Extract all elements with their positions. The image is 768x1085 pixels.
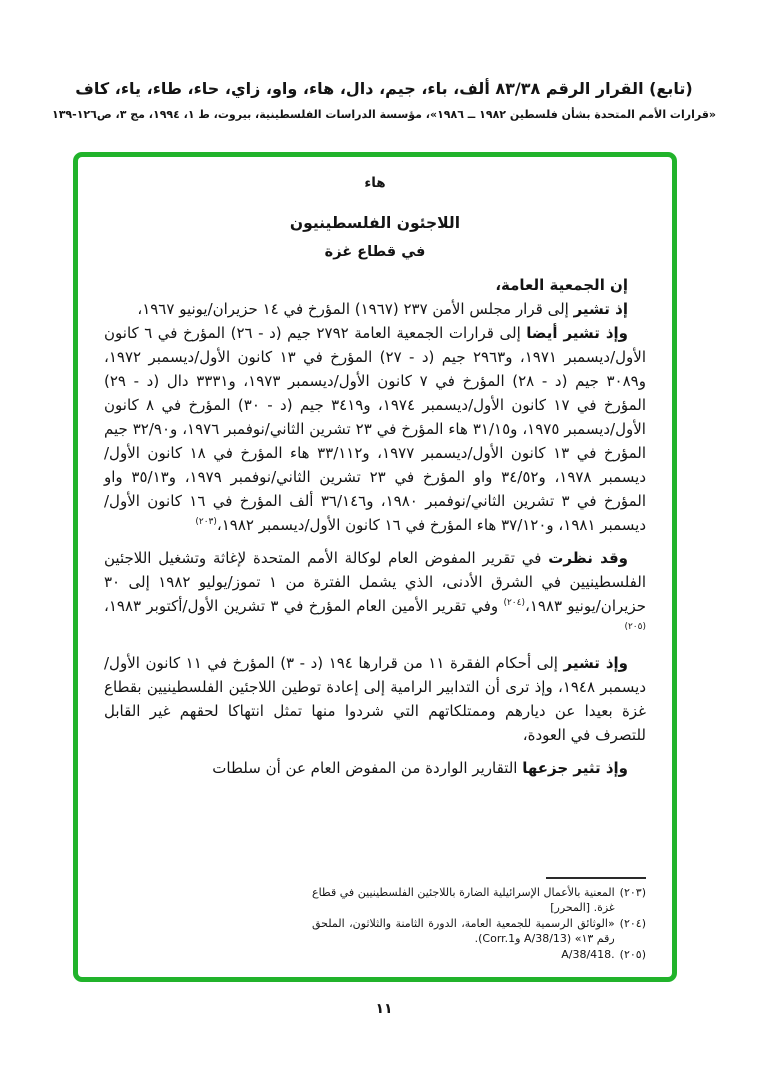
paragraph-text: التقارير الواردة من المفوض العام عن أن سلطات xyxy=(212,759,523,777)
footnote-label: (٢٠٤) xyxy=(619,917,646,930)
resolution-subtitle: في قطاع غزة xyxy=(324,244,426,260)
paragraph-text: إلى قرار مجلس الأمن ٢٣٧ (١٩٦٧) المؤرخ في ١٤ حزيران/يونيو ١٩٦٧، xyxy=(137,300,574,318)
resolution-text xyxy=(78,157,672,977)
footnote-label: (٢٠٥) xyxy=(619,948,646,961)
paragraph-text: إلى أحكام الفقرة ١١ من قرارها ١٩٤ (د - ٣) المؤرخ في ١١ كانون الأول/ديسمبر ١٩٤٨، وإذ ترى أن التدابير الرامية إلى إعادة توطين اللاجئين الفلسطينيين بقطاع غزة بعيدا عن ديارهم وممتلكاتهم التي شردوا منها تمثل انتهاكا لحقهم غير القابل للتصرف في العودة، xyxy=(104,654,646,744)
preamble-paragraph-5 xyxy=(104,756,646,780)
preamble-paragraph-4 xyxy=(104,651,646,747)
preamble-paragraph-3 xyxy=(104,546,646,642)
paragraph-lead: وإذ تثير جزعها xyxy=(522,759,628,777)
footnote-text: المعنية بالأعمال الإسرائيلية الضارة باللاجئين الفلسطينيين في قطاع غزة. [المحرر] xyxy=(312,886,615,914)
page-header-title: (تابع) القرار الرقم ٨٣/٣٨ ألف، باء، جيم، دال، هاء، واو، زاي، حاء، طاء، ياء، كاف xyxy=(75,79,693,98)
page-header-source-line: «قرارات الأمم المتحدة بشأن فلسطين ١٩٨٢ ــ ١٩٨٦»، مؤسسة الدراسات الفلسطينية، بيروت، ط ١، ١٩٩٤، مج ٣، ص١٢٦-١٣٩ xyxy=(51,108,716,121)
paragraph-lead: وإذ تشير أيضا xyxy=(526,324,628,342)
footnote-203 xyxy=(312,885,646,915)
resolution-title: اللاجئون الفلسطينيون xyxy=(289,214,461,232)
preamble-paragraph-2 xyxy=(104,321,646,537)
paragraph-lead: إذ تشير xyxy=(573,300,628,318)
footnote-text: «الوثائق الرسمية للجمعية العامة، الدورة الثامنة والثلاثون، الملحق رقم ١٣» (A/38/13 وCorr.1). xyxy=(312,917,615,945)
footnote-text: A/38/418. xyxy=(561,948,615,961)
footnote-205 xyxy=(312,947,646,962)
salutation: إن الجمعية العامة، xyxy=(495,276,628,294)
footnote-204 xyxy=(312,916,646,946)
footnote-label: (٢٠٣) xyxy=(619,886,646,899)
footnotes-block xyxy=(312,877,646,963)
footnote-separator xyxy=(546,877,646,879)
footnote-ref-204: (٢٠٤) xyxy=(503,598,525,608)
paragraph-text: في تقرير المفوض العام لوكالة الأمم المتحدة لإغاثة وتشغيل اللاجئين الفلسطينيين في الشرق الأدنى، الذي يشمل الفترة من ١ تموز/يوليو ١٩٨٢ إلى ٣٠ حزيران/يونيو ١٩٨٣، xyxy=(104,549,647,615)
footnote-ref-205: (٢٠٥) xyxy=(624,622,646,632)
paragraph-text: وفي تقرير الأمين العام المؤرخ في ٣ تشرين الأول/أكتوبر ١٩٨٣، xyxy=(104,597,504,615)
highlight-border-box xyxy=(73,152,677,982)
preamble-paragraph-1 xyxy=(104,297,646,321)
paragraph-lead: وإذ تشير xyxy=(563,654,628,672)
page-number: ١١ xyxy=(375,1001,393,1017)
footnote-ref-203: (٢٠٣) xyxy=(195,517,217,527)
section-letter: هاء xyxy=(364,175,386,191)
paragraph-lead: وقد نظرت xyxy=(548,549,628,567)
paragraph-text: إلى قرارات الجمعية العامة ٢٧٩٢ جيم (د - ٢٦) المؤرخ في ٦ كانون الأول/ديسمبر ١٩٧١، و٢٩٦٣ جيم (د - ٢٧) المؤرخ في ١٣ كانون الأول/ديسمبر ١٩٧٢، و٣٠٨٩ جيم (د - ٢٨) المؤرخ في ٧ كانون الأول/ديسمبر ١٩٧٣، و٣٣٣١ دال (د - ٢٩) المؤرخ في ١٧ كانون الأول/ديسمبر ١٩٧٤، و٣٤١٩ جيم (د - ٣٠) المؤرخ في ٨ كانون الأول/ديسمبر ١٩٧٥، و٣١/١٥ هاء المؤرخ في ٢٣ تشرين الثاني/نوفمبر ١٩٧٦، و٣٢/٩٠ جيم المؤرخ في ١٣ كانون الأول/ديسمبر ١٩٧٧، و٣٣/١١٢ هاء المؤرخ في ١٨ كانون الأول/ديسمبر ١٩٧٨، و٣٤/٥٢ واو المؤرخ في ٢٣ تشرين الثاني/نوفمبر ١٩٧٩، و٣٥/١٣ واو المؤرخ في ٣ تشرين الثاني/نوفمبر ١٩٨٠، و٣٦/١٤٦ ألف المؤرخ في ١٦ كانون الأول/ديسمبر ١٩٨١، و٣٧/١٢٠ هاء المؤرخ في ١٦ كانون الأول/ديسمبر ١٩٨٢، xyxy=(104,324,647,534)
